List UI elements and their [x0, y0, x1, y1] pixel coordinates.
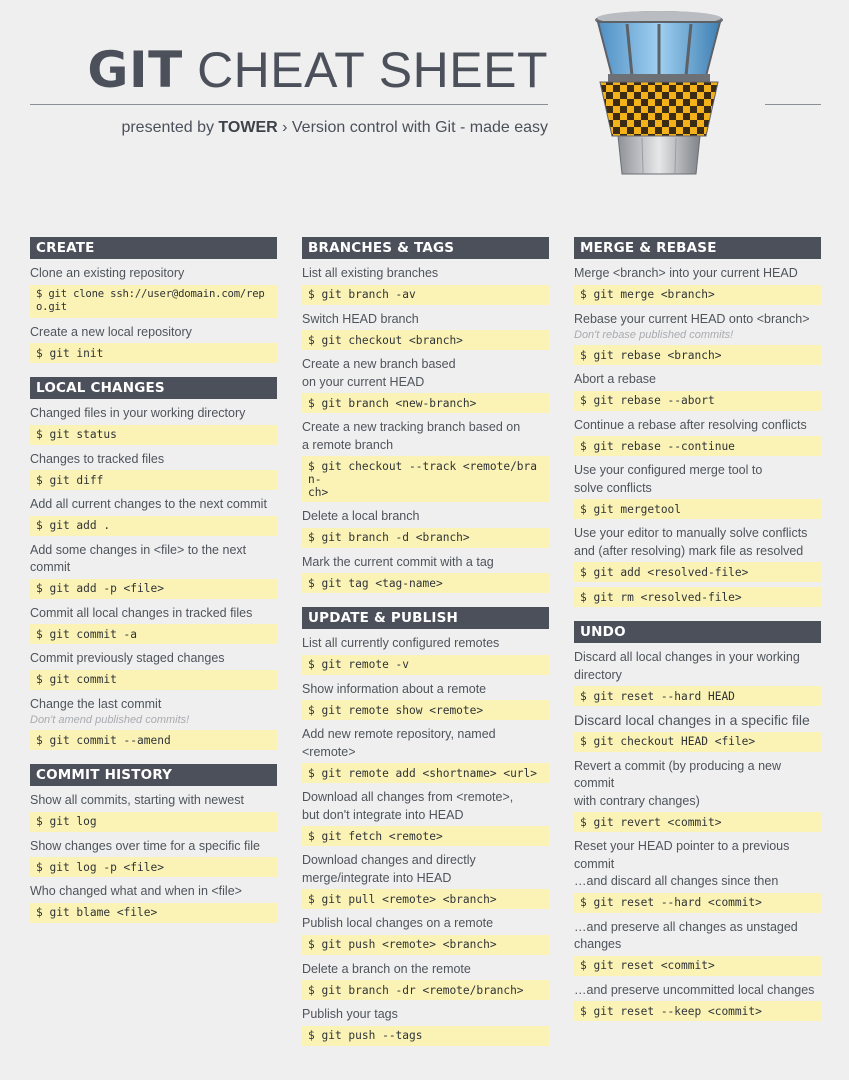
item-description: Revert a commit (by producing a new commit with contrary changes)	[574, 758, 782, 808]
command-snippet[interactable]: $ git add .	[30, 516, 277, 536]
command-snippet[interactable]: $ git rebase <branch>	[574, 345, 821, 365]
command-snippet[interactable]: $ git branch -av	[302, 285, 549, 305]
item-description: Switch HEAD branch	[302, 311, 419, 326]
command-snippet[interactable]: $ git commit --amend	[30, 730, 277, 750]
section-heading: UPDATE & PUBLISH	[302, 607, 549, 629]
cheat-item	[30, 696, 277, 751]
command-snippet[interactable]: $ git branch <new-branch>	[302, 393, 549, 413]
item-warning-note: Don't amend published commits!	[30, 714, 190, 726]
command-snippet[interactable]: $ git remote add <shortname> <url>	[302, 763, 549, 783]
cheat-item	[30, 324, 277, 364]
page-title	[30, 40, 548, 100]
item-description: Commit all local changes in tracked files	[30, 605, 253, 620]
command-snippet[interactable]: $ git rebase --abort	[574, 391, 821, 411]
tower-logo-icon	[592, 8, 726, 180]
item-description: Mark the current commit with a tag	[302, 554, 494, 569]
command-snippet[interactable]: $ git rm <resolved-file>	[574, 587, 821, 607]
section-undo	[574, 621, 821, 1021]
item-description: Change the last commit	[30, 696, 162, 711]
cheat-item	[30, 792, 277, 832]
cheat-item	[30, 405, 277, 445]
subtitle-separator: ›	[277, 119, 292, 136]
cheat-item	[30, 883, 277, 923]
column-left	[30, 237, 277, 937]
command-snippet[interactable]: $ git reset --hard <commit>	[574, 893, 821, 913]
cheat-item	[302, 726, 549, 783]
item-description: Publish your tags	[302, 1007, 398, 1021]
section-heading: BRANCHES & TAGS	[302, 237, 549, 259]
cheat-item	[302, 265, 549, 305]
title-bold: GIT	[87, 41, 183, 99]
item-description: Clone an existing repository	[30, 266, 185, 280]
cheat-item	[30, 542, 277, 599]
command-snippet[interactable]: $ git branch -dr <remote/branch>	[302, 980, 549, 1000]
section-body	[574, 643, 821, 1021]
command-snippet[interactable]: $ git add <resolved-file>	[574, 562, 821, 582]
cheat-item	[30, 605, 277, 645]
command-snippet[interactable]: $ git checkout HEAD <file>	[574, 732, 821, 752]
item-description: Download changes and directly merge/integrate into HEAD	[302, 853, 476, 885]
section-heading: CREATE	[30, 237, 277, 259]
column-middle	[302, 237, 549, 1060]
command-snippet[interactable]: $ git checkout <branch>	[302, 330, 549, 350]
item-description: Show all commits, starting with newest	[30, 793, 244, 807]
item-description: Add new remote repository, named <remote>	[302, 727, 496, 759]
item-description: Who changed what and when in <file>	[30, 884, 242, 898]
cheat-item	[302, 356, 549, 413]
cheat-item	[302, 508, 549, 548]
cheat-item	[30, 838, 277, 878]
item-description: Abort a rebase	[574, 372, 656, 386]
item-description: Create a new tracking branch based on a remote branch	[302, 420, 521, 452]
item-description: Add some changes in <file> to the next commit	[30, 542, 247, 574]
cheat-item	[302, 311, 549, 351]
item-description: Delete a branch on the remote	[302, 961, 471, 976]
item-description: …and preserve uncommitted local changes	[574, 982, 815, 997]
command-snippet[interactable]: $ git push <remote> <branch>	[302, 935, 549, 955]
cheat-item	[574, 712, 821, 752]
command-snippet[interactable]: $ git reset --keep <commit>	[574, 1001, 821, 1021]
item-description: Merge <branch> into your current HEAD	[574, 266, 798, 280]
section-local-changes	[30, 377, 277, 750]
section-heading: UNDO	[574, 621, 821, 643]
cheat-item	[302, 915, 549, 955]
subtitle-prefix: presented by	[121, 119, 219, 136]
item-description: Create a new branch based on your current HEAD	[302, 357, 456, 389]
command-snippet[interactable]: $ git remote -v	[302, 655, 549, 675]
section-body	[302, 629, 549, 1046]
command-snippet[interactable]: $ git commit	[30, 670, 277, 690]
section-create	[30, 237, 277, 363]
command-snippet[interactable]: $ git remote show <remote>	[302, 700, 549, 720]
item-description: Discard all local changes in your working directory	[574, 650, 800, 682]
command-snippet[interactable]: $ git mergetool	[574, 499, 821, 519]
cheat-item	[30, 451, 277, 491]
command-snippet[interactable]: $ git rebase --continue	[574, 436, 821, 456]
cheat-item	[574, 838, 821, 913]
section-heading: LOCAL CHANGES	[30, 377, 277, 399]
item-description: Show changes over time for a specific file	[30, 838, 260, 853]
item-description: Create a new local repository	[30, 324, 192, 339]
item-description: Reset your HEAD pointer to a previous commit …and discard all changes since then	[574, 839, 790, 888]
command-snippet[interactable]: $ git checkout --track <remote/bran- ch>	[302, 456, 549, 502]
cheat-item	[302, 635, 549, 675]
command-snippet[interactable]: $ git revert <commit>	[574, 812, 821, 832]
cheat-item	[574, 417, 821, 457]
command-snippet[interactable]: $ git init	[30, 343, 277, 363]
cheat-item	[302, 419, 549, 502]
cheat-item	[302, 681, 549, 721]
brand-name: TOWER	[218, 119, 278, 136]
cheat-item	[302, 961, 549, 1001]
command-snippet[interactable]: $ git fetch <remote>	[302, 826, 549, 846]
section-commit-history	[30, 764, 277, 923]
item-description: Download all changes from <remote>, but don't integrate into HEAD	[302, 790, 514, 822]
section-update-publish	[302, 607, 549, 1046]
item-description: Delete a local branch	[302, 509, 420, 523]
command-snippet[interactable]: $ git add -p <file>	[30, 579, 277, 599]
cheat-item	[574, 525, 821, 607]
command-snippet[interactable]: $ git merge <branch>	[574, 285, 821, 305]
section-body	[30, 399, 277, 750]
cheat-item	[302, 789, 549, 846]
title-rest: CHEAT SHEET	[182, 42, 548, 98]
cheat-item	[30, 650, 277, 690]
command-snippet[interactable]: $ git commit -a	[30, 624, 277, 644]
command-snippet[interactable]: $ git log	[30, 812, 277, 832]
command-snippet[interactable]: $ git status	[30, 425, 277, 445]
command-snippet[interactable]: $ git diff	[30, 470, 277, 490]
cheat-item	[574, 371, 821, 411]
cheat-item	[574, 265, 821, 305]
column-right	[574, 237, 821, 1035]
command-snippet[interactable]: $ git blame <file>	[30, 903, 277, 923]
item-description: …and preserve all changes as unstaged changes	[574, 919, 798, 951]
cheat-item	[302, 1006, 549, 1046]
cheat-item	[30, 496, 277, 536]
right-divider	[765, 104, 821, 105]
item-description: Use your editor to manually solve conflicts and (after resolving) mark file as resolved	[574, 526, 808, 558]
cheat-item	[574, 758, 821, 833]
item-warning-note: Don't rebase published commits!	[574, 329, 734, 341]
command-snippet[interactable]: $ git branch -d <branch>	[302, 528, 549, 548]
item-description: Publish local changes on a remote	[302, 916, 494, 930]
cheat-item	[302, 852, 549, 909]
item-description: Continue a rebase after resolving conflicts	[574, 417, 807, 432]
cheat-item	[574, 462, 821, 519]
title-divider	[30, 104, 548, 105]
section-heading: COMMIT HISTORY	[30, 764, 277, 786]
item-description: Show information about a remote	[302, 681, 487, 696]
subtitle-tagline: Version control with Git - made easy	[291, 119, 548, 136]
item-description: Commit previously staged changes	[30, 651, 225, 665]
section-body	[30, 786, 277, 923]
cheat-item	[574, 982, 821, 1022]
section-merge-rebase	[574, 237, 821, 607]
subtitle	[30, 117, 548, 139]
command-snippet[interactable]: $ git tag <tag-name>	[302, 573, 549, 593]
command-snippet[interactable]: $ git pull <remote> <branch>	[302, 889, 549, 909]
cheat-item	[30, 265, 277, 318]
command-snippet[interactable]: $ git clone ssh://user@domain.com/repo.git	[30, 285, 277, 318]
section-body	[302, 259, 549, 593]
item-description: Use your configured merge tool to solve conflicts	[574, 463, 763, 495]
command-snippet[interactable]: $ git push --tags	[302, 1026, 549, 1046]
item-description: Changes to tracked files	[30, 451, 165, 466]
command-snippet[interactable]: $ git log -p <file>	[30, 857, 277, 877]
command-snippet[interactable]: $ git reset --hard HEAD	[574, 686, 821, 706]
cheat-item	[302, 554, 549, 594]
item-description: List all existing branches	[302, 266, 439, 280]
item-description: Add all current changes to the next commit	[30, 497, 267, 511]
item-description: Changed files in your working directory	[30, 406, 246, 420]
cheat-item	[574, 649, 821, 706]
item-description: Rebase your current HEAD onto <branch>	[574, 311, 810, 326]
cheat-item	[574, 311, 821, 366]
section-body	[30, 259, 277, 363]
command-snippet[interactable]: $ git reset <commit>	[574, 956, 821, 976]
cheat-item	[574, 919, 821, 976]
section-heading: MERGE & REBASE	[574, 237, 821, 259]
item-description: List all currently configured remotes	[302, 636, 500, 650]
section-body	[574, 259, 821, 607]
item-description: Discard local changes in a specific file	[574, 712, 810, 728]
section-branches-tags	[302, 237, 549, 593]
